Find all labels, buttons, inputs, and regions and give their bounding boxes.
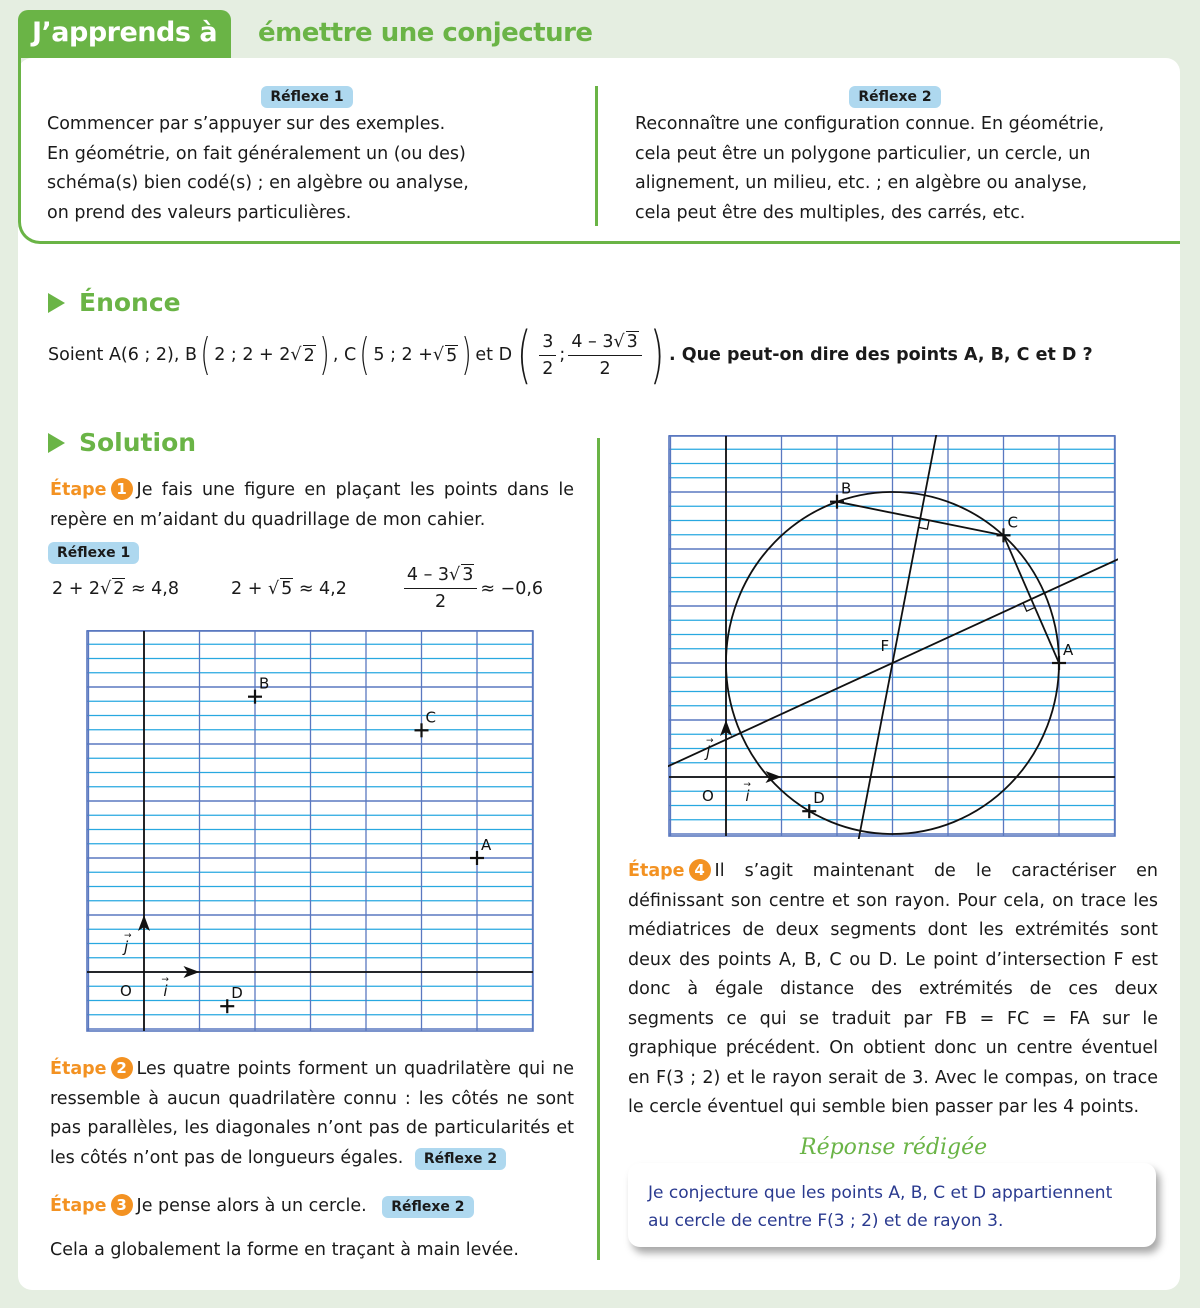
- step-label: Étape: [50, 1059, 107, 1079]
- sqrt-radicand: 3: [626, 331, 638, 352]
- reflex-2-line: alignement, un milieu, etc. ; en algèbre ou analyse,: [635, 173, 1088, 193]
- reflex-divider: [595, 86, 598, 226]
- step-1-reflex: [48, 542, 139, 564]
- solution-heading: [48, 428, 196, 457]
- answer-line: Je conjecture que les points A, B, C et D appartiennent: [648, 1183, 1113, 1203]
- step-text: Les quatre points forment un quadrilatère qui ne ressemble à aucun quadrilatère connu : les côtés ne sont pas parallèles, les diagonales n’ont pas de particularités et les côtés n’ont pas de longueurs égales.: [50, 1059, 574, 1168]
- reflex-1-line: on prend des valeurs particulières.: [47, 202, 352, 223]
- reflex-1-line: schéma(s) bien codé(s) ; en algèbre ou analyse,: [47, 173, 469, 193]
- reflex-1-line: Commencer par s’appuyer sur des exemples.: [47, 114, 446, 134]
- paren-close: ): [319, 329, 330, 380]
- reflex-2-text: [635, 110, 1155, 228]
- answer-line: au cercle de centre F(3 ; 2) et de rayon 3.: [648, 1211, 1004, 1231]
- reflex-badge: Réflexe 2: [382, 1196, 473, 1218]
- point-label-b: B: [259, 674, 270, 693]
- sqrt-radicand: 5: [281, 578, 293, 599]
- enonce-heading: [48, 288, 181, 317]
- reflex-2: [635, 86, 1155, 228]
- step-1: [50, 476, 574, 535]
- paren-close: ): [649, 318, 665, 391]
- column-divider: [597, 438, 600, 1260]
- step-3-followup: Cela a globalement la forme en traçant à main levée.: [50, 1240, 519, 1260]
- i-vector-label: i: [163, 982, 168, 1000]
- j-vector-bar: →: [706, 736, 714, 747]
- fraction-num-text: 4 – 3: [571, 331, 614, 352]
- origin-label: O: [120, 982, 132, 1000]
- point-b-coords: 2 ; 2 + 2: [214, 345, 291, 365]
- step-number-badge: 3: [111, 1194, 133, 1216]
- sqrt-radicand: 2: [113, 578, 125, 599]
- answer-box: [628, 1163, 1156, 1247]
- fraction-num: 4 – 3√ 3: [404, 562, 477, 589]
- header-tab: J’apprends à: [18, 10, 231, 58]
- step-label: Étape: [628, 861, 685, 881]
- approx-expr: 2 +: [231, 578, 268, 599]
- step-label: Étape: [50, 480, 107, 500]
- approx-fraction: [404, 562, 477, 615]
- reflex-badge: Réflexe 2: [415, 1148, 506, 1170]
- reflex-1-line: En géométrie, on fait généralement un (ou des): [47, 143, 466, 164]
- fraction-den: 2: [435, 592, 447, 612]
- approx-1: 2 + 2√ 2 ≈ 4,8: [52, 578, 179, 599]
- solution-heading-text: Solution: [79, 428, 197, 457]
- step-4: [628, 857, 1158, 1123]
- step-3: [50, 1192, 574, 1222]
- j-vector-label: j: [124, 938, 129, 957]
- reflex-1: [47, 86, 567, 228]
- reflex-badge: Réflexe 1: [48, 542, 139, 564]
- statement-text: Soient A(6 ; 2), B: [48, 345, 198, 365]
- statement-text: ;: [559, 345, 566, 365]
- reflex-1-badge: Réflexe 1: [261, 86, 352, 108]
- j-vector-label: j: [706, 743, 711, 762]
- fraction-num: 4 – 3√ 3: [568, 329, 641, 356]
- triangle-bullet-icon: [48, 433, 65, 453]
- fraction-den: 2: [599, 358, 611, 379]
- step-number-badge: 1: [111, 478, 133, 500]
- enonce-statement: Soient A(6 ; 2), B ( 2 ; 2 + 2 √ 2 ) , C ( 5 ; 2 + √ 5 ) et D ( $\frac{3}{2}$ ; $\frac{4 - 3√ 3}{2}$ ) . Que peut-on dire des points A, B, C et D ?: [48, 318, 1093, 391]
- j-vector-bar: →: [124, 931, 132, 942]
- step-label: Étape: [50, 1196, 107, 1216]
- sqrt-radicand: 2: [303, 345, 315, 366]
- fraction-den: 2: [542, 358, 554, 379]
- statement-text: , C: [332, 345, 357, 365]
- approx-3: [401, 562, 543, 615]
- approx-expr: 2 + 2: [52, 578, 101, 599]
- reflex-2-badge: Réflexe 2: [849, 86, 940, 108]
- fraction-num: 3: [539, 329, 556, 356]
- reflex-2-line: cela peut être des multiples, des carrés, etc.: [635, 202, 1026, 223]
- figure-circle-construction: [668, 435, 1118, 839]
- fraction-num-text: 4 – 3: [406, 565, 450, 585]
- i-vector-label: i: [745, 787, 750, 805]
- page-title: émettre une conjecture: [258, 18, 593, 48]
- paren-open: (: [359, 329, 370, 380]
- origin-label: O: [702, 787, 714, 805]
- paren-open: (: [200, 329, 211, 380]
- fraction-dx: [539, 329, 556, 382]
- step-number-badge: 2: [111, 1057, 133, 1079]
- point-label-d: D: [231, 984, 243, 1003]
- step-2: [50, 1055, 574, 1173]
- answer-title: Réponse rédigée: [800, 1135, 988, 1160]
- step-text: Je fais une figure en plaçant les points dans le repère en m’aidant du quadrillage de mon cahier.: [50, 480, 574, 530]
- enonce-heading-text: Énonce: [79, 288, 181, 317]
- point-label-a: A: [481, 836, 492, 854]
- point-label-a: A: [1063, 641, 1074, 659]
- enonce-question: . Que peut-on dire des points A, B, C et D ?: [668, 345, 1093, 365]
- center-label-f: F: [880, 637, 890, 655]
- sqrt-radicand: 3: [462, 565, 474, 585]
- point-label-c: C: [425, 708, 436, 727]
- point-label-d: D: [813, 789, 825, 808]
- fraction-dy: [568, 329, 641, 382]
- reflex-box: [18, 58, 1180, 244]
- approx-result: ≈ 4,2: [298, 578, 347, 599]
- point-c-coords: 5 ; 2 +: [373, 345, 433, 365]
- i-vector-bar: →: [161, 975, 169, 985]
- paren-close: ): [461, 329, 472, 380]
- point-label-c: C: [1007, 513, 1018, 532]
- statement-text: et D: [475, 345, 513, 365]
- figure-points-grid: [86, 630, 536, 1034]
- approx-values: [52, 562, 543, 615]
- paren-open: (: [516, 318, 532, 391]
- point-label-b: B: [841, 479, 852, 498]
- i-vector-bar: →: [743, 780, 751, 790]
- approx-2: 2 + √ 5 ≈ 4,2: [231, 578, 347, 599]
- step-text: Il s’agit maintenant de le caractériser en définissant son centre et son rayon. Pour cela, on trace les médiatrices de deux segments dont les extrémités sont deux des points A, B, C ou D. Le point d’intersection F est donc à égale distance des extrémités de ces deux segments ce qui se traduit par FB = FC = FA sur le graphique précédent. On obtient donc un centre éventuel en F(3 ; 2) et le rayon serait de 3. Avec le compas, on trace le cercle éventuel qui semble bien passer par les 4 points.: [628, 861, 1158, 1117]
- sqrt-radicand: 5: [446, 345, 458, 366]
- triangle-bullet-icon: [48, 293, 65, 313]
- approx-result: ≈ −0,6: [480, 578, 544, 599]
- step-number-badge: 4: [689, 859, 711, 881]
- step-text: Je pense alors à un cercle.: [136, 1196, 367, 1216]
- reflex-1-text: [47, 110, 567, 228]
- reflex-2-line: cela peut être un polygone particulier, un cercle, un: [635, 143, 1091, 164]
- approx-result: ≈ 4,8: [130, 578, 179, 599]
- reflex-2-line: Reconnaître une configuration connue. En géométrie,: [635, 114, 1105, 134]
